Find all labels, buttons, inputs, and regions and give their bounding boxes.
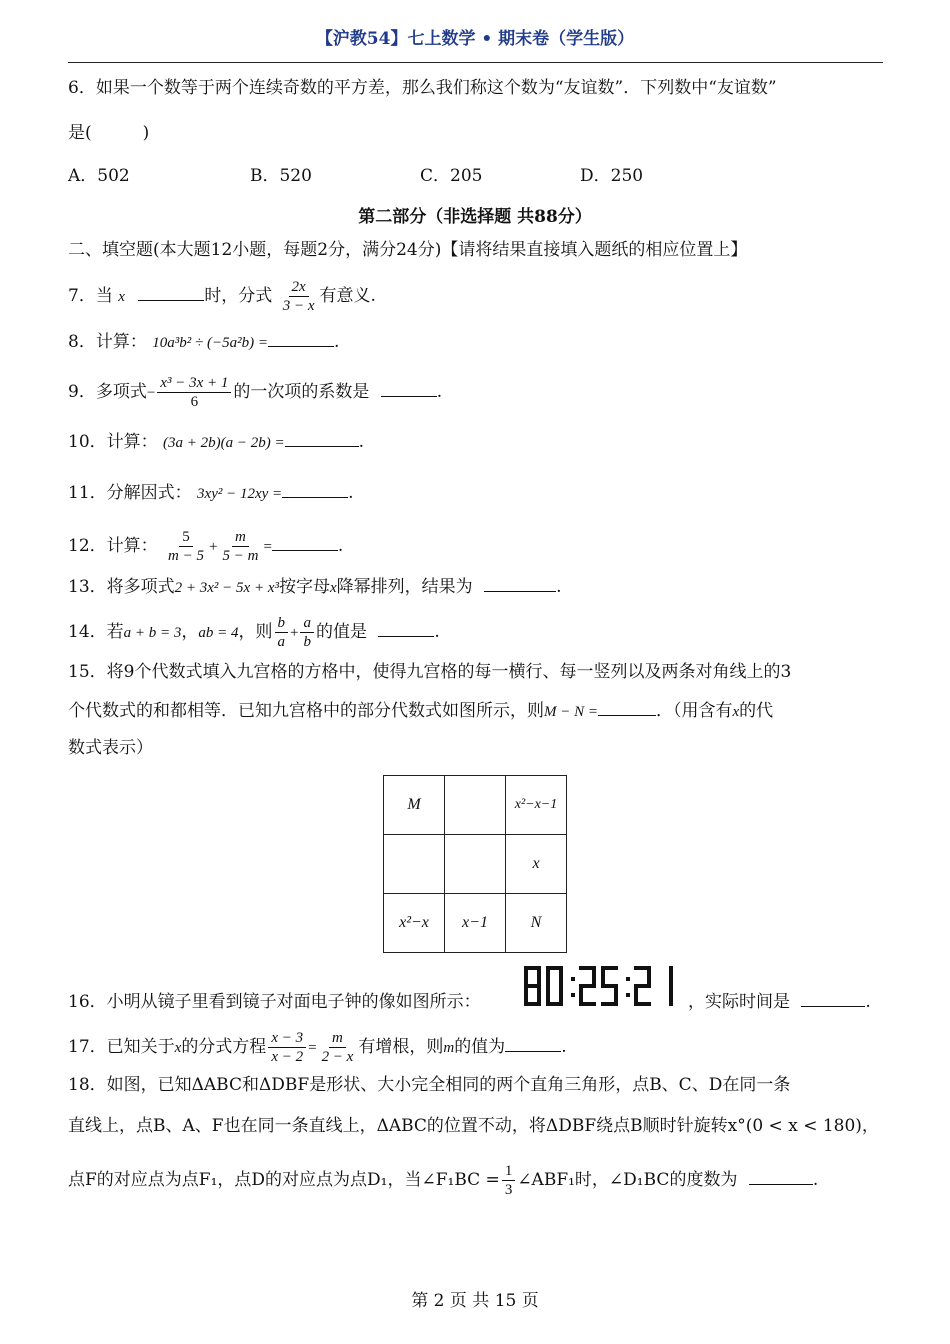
q7-answer-blank[interactable]: [138, 284, 204, 301]
q13-var: x: [329, 580, 337, 596]
clock-digit-2: [634, 966, 651, 1006]
q12-end: .: [337, 536, 344, 556]
q9-text-a: 9．多项式: [68, 382, 147, 402]
header-rule: [68, 62, 883, 63]
q14-frac2-den: b: [303, 634, 311, 650]
q17-fraction-2: [319, 1029, 357, 1066]
q14-expr1: a + b = 3: [123, 625, 182, 641]
q18-fraction: [502, 1162, 516, 1199]
q8-answer-blank[interactable]: [268, 330, 334, 347]
q9-neg: −: [146, 385, 156, 401]
q18-line2: 直线上，点B、A、F也在同一条直线上，ΔABC的位置不动，将ΔDBF绕点B顺时针旋转x°(0 < x < 180)，: [68, 1116, 879, 1136]
q13-text-b: 按字母: [278, 577, 330, 597]
q17-text-c: 有增根，则: [358, 1037, 444, 1057]
grid-cell-r1c3: x²−x−1: [506, 776, 567, 835]
question-12: [68, 528, 343, 565]
q14-answer-blank[interactable]: [378, 620, 434, 637]
q17-equals: =: [308, 1040, 317, 1056]
q16-text-a: 16．小明从镜子里看到镜子对面电子钟的像如图所示：: [68, 992, 481, 1012]
q17-var2: m: [443, 1040, 455, 1056]
q6-option-b[interactable]: B．520: [250, 166, 312, 186]
q7-text-a: 7．当: [68, 286, 113, 306]
clock-colon: [571, 977, 575, 997]
clock-colon: [626, 977, 630, 997]
q15-answer-blank[interactable]: [598, 699, 656, 716]
q9-frac-den: 6: [190, 394, 199, 410]
question-14: [68, 614, 440, 651]
q7-var: x: [118, 289, 125, 305]
q6-option-a[interactable]: A．502: [68, 166, 130, 186]
q6-option-d[interactable]: D．250: [580, 166, 644, 186]
q12-answer-blank[interactable]: [272, 534, 338, 551]
q17-frac1-num: x − 3: [268, 1029, 306, 1048]
q12-frac1-den: m − 5: [168, 548, 205, 564]
question-16-tail: [688, 990, 871, 1014]
page-footer: 第 2 页 共 15 页: [411, 1291, 539, 1311]
q12-fraction-2: [219, 528, 261, 565]
q8-end: .: [333, 332, 340, 352]
grid-cell-r3c1: x²−x: [384, 894, 445, 953]
clock-digits: [524, 966, 673, 1006]
grid-cell-r2c3: x: [506, 835, 567, 894]
q10-answer-blank[interactable]: [285, 430, 359, 447]
q11-expression: 3xy² − 12xy =: [197, 486, 283, 502]
q15-line3: 数式表示）: [68, 738, 153, 758]
q17-frac2-num: m: [329, 1029, 346, 1048]
q7-text-b: 时，分式: [204, 286, 273, 306]
q17-answer-blank[interactable]: [505, 1035, 561, 1052]
q7-frac-den: 3 − x: [282, 298, 315, 314]
grid-cell-r2c1: [384, 835, 445, 894]
q18-text-b: ∠ABF₁时，∠D₁BC的度数为: [517, 1170, 738, 1190]
q16-end: .: [865, 992, 871, 1012]
grid-cell-r1c1: M: [384, 776, 445, 835]
q7-fraction: [280, 278, 318, 315]
q10-expression: (3a + 2b)(a − 2b) =: [163, 435, 285, 451]
q17-fraction-1: [268, 1029, 306, 1066]
q12-frac1-num: 5: [179, 528, 193, 547]
q14-end: .: [434, 622, 440, 642]
q14-frac1-den: a: [277, 634, 286, 650]
q18-answer-blank[interactable]: [749, 1168, 813, 1185]
q6-option-c[interactable]: C．205: [420, 166, 483, 186]
q11-text-a: 11．分解因式：: [68, 483, 192, 503]
q14-expr2: ab = 4: [198, 625, 239, 641]
q9-frac-num: x³ − 3x + 1: [157, 374, 231, 393]
grid-cell-r3c2: x−1: [445, 894, 506, 953]
q18-end: .: [812, 1170, 819, 1190]
q14-frac1-num: b: [275, 614, 289, 633]
question-17: [68, 1029, 567, 1066]
q15-text-c: 的代: [739, 701, 774, 721]
q14-plus: +: [290, 625, 299, 641]
q16-answer-blank[interactable]: [801, 990, 865, 1007]
q9-fraction: [157, 374, 231, 411]
q14-text-c: 的值是: [315, 622, 367, 642]
magic-square-grid: [383, 775, 567, 953]
q9-answer-blank[interactable]: [381, 380, 437, 397]
q17-text-d: 的值为: [454, 1037, 506, 1057]
q12-plus: +: [209, 539, 218, 555]
q15-line1: 15．将9个代数式填入九宫格的方格中，使得九宫格的每一横行、每一竖列以及两条对角线上的3: [68, 662, 792, 682]
q12-frac2-num: m: [232, 528, 249, 547]
q17-frac1-den: x − 2: [271, 1049, 304, 1065]
q14-frac2-num: a: [300, 614, 314, 633]
q14-fraction-2: [300, 614, 314, 651]
clock-digit-8: [524, 966, 541, 1006]
q13-end: .: [556, 577, 562, 597]
q11-end: .: [348, 483, 354, 503]
q17-text-b: 的分式方程: [181, 1037, 267, 1057]
q12-equals: =: [263, 539, 272, 555]
q6-line2: 是( ): [68, 123, 150, 143]
q15-var: x: [732, 704, 740, 720]
question-9: [68, 374, 442, 411]
q7-frac-num: 2x: [289, 278, 309, 297]
q18-text-a: 点F的对应点为点F₁，点D的对应点为点D₁，当∠F₁BC =: [68, 1170, 500, 1190]
clock-digit-0: [546, 966, 563, 1006]
question-7: [68, 278, 376, 315]
clock-digit-1: [669, 966, 673, 1006]
q15-expression: M − N =: [544, 704, 598, 720]
clock-digit-2: [579, 966, 596, 1006]
q13-text-c: 降幂排列，结果为: [336, 577, 473, 597]
q13-text-a: 13．将多项式: [68, 577, 175, 597]
question-16: [68, 990, 481, 1014]
mirror-clock-image: [522, 963, 688, 1009]
q18-line3: [68, 1162, 818, 1199]
q9-text-b: 的一次项的系数是: [233, 382, 370, 402]
clock-digit-5: [601, 966, 618, 1006]
q15-text-b: ．（用含有: [656, 701, 733, 721]
q15-text-a: 个代数式的和都相等．已知九宫格中的部分代数式如图所示，则: [68, 701, 544, 721]
section-instructions: 二、填空题(本大题12小题，每题2分，满分24分)【请将结果直接填入题纸的相应位置上】: [68, 240, 748, 260]
question-13: [68, 575, 561, 600]
q16-text-b: ，实际时间是: [688, 992, 790, 1012]
q12-text-a: 12．计算：: [68, 536, 158, 556]
question-11: [68, 481, 354, 506]
q18-frac-num: 1: [502, 1162, 516, 1181]
q13-expression: 2 + 3x² − 5x + x³: [174, 580, 279, 596]
q9-end: .: [436, 382, 443, 402]
q13-answer-blank[interactable]: [484, 575, 556, 592]
grid-cell-r1c2: [445, 776, 506, 835]
q17-var: x: [174, 1040, 182, 1056]
q14-sep: ，: [181, 622, 199, 642]
question-10: [68, 430, 364, 455]
grid-cell-r2c2: [445, 835, 506, 894]
q17-frac2-den: 2 − x: [321, 1049, 354, 1065]
section-title: 第二部分（非选择题 共88分）: [358, 207, 592, 227]
q14-text-a: 14．若: [68, 622, 124, 642]
q8-text-a: 8．计算：: [68, 332, 147, 352]
q6-line1: 6．如果一个数等于两个连续奇数的平方差，那么我们称这个数为“友谊数”．下列数中“友谊数”: [68, 78, 777, 98]
q12-frac2-den: 5 − m: [222, 548, 259, 564]
q18-line1: 18．如图，已知ΔABC和ΔDBF是形状、大小完全相同的两个直角三角形，点B、C、D在同一条: [68, 1075, 791, 1095]
q15-line2: [68, 699, 773, 724]
q14-fraction-1: [275, 614, 289, 651]
q10-text-a: 10．计算：: [68, 432, 158, 452]
header-title: 【沪教54】七上数学 • 期末卷（学生版）: [315, 29, 635, 49]
q18-frac-den: 3: [504, 1182, 513, 1198]
q7-text-c: 有意义.: [319, 286, 376, 306]
q17-end: .: [561, 1037, 567, 1057]
q12-fraction-1: [165, 528, 207, 565]
q10-end: .: [358, 432, 365, 452]
q11-answer-blank[interactable]: [282, 481, 348, 498]
q14-text-b: ，则: [238, 622, 273, 642]
q17-text-a: 17．已知关于: [68, 1037, 175, 1057]
grid-cell-r3c3: N: [506, 894, 567, 953]
q8-expression: 10a³b² ÷ (−5a²b) =: [152, 335, 268, 351]
question-8: [68, 330, 339, 355]
